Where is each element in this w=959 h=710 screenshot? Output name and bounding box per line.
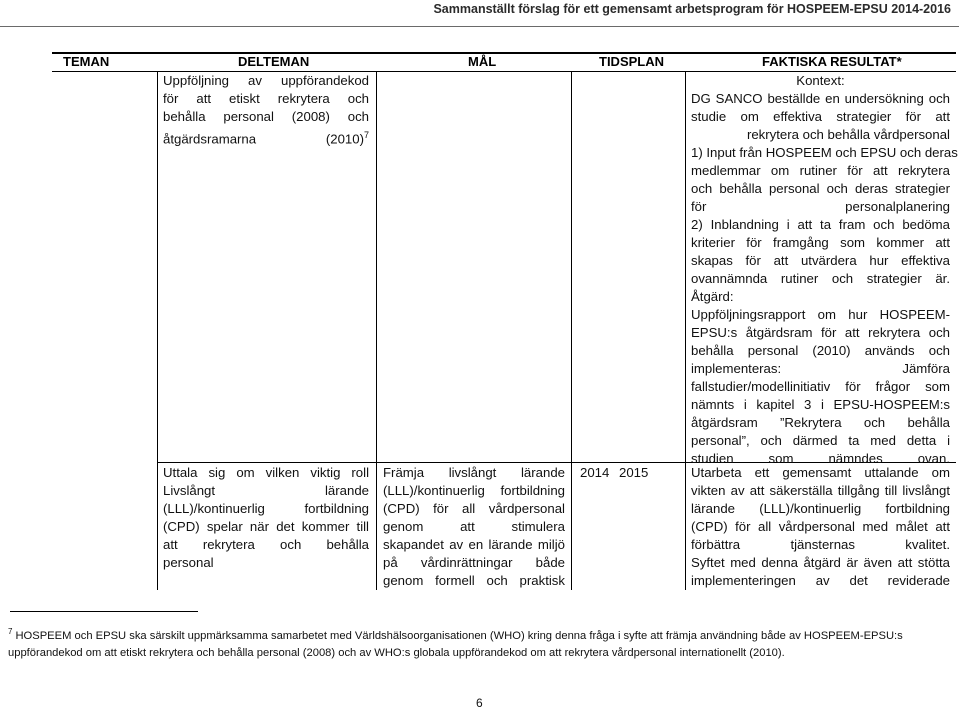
row2-resultat-line: vikten av att säkerställa tillgång till livslångt	[691, 483, 950, 498]
resultat-line: behålla personal (2010) används och	[691, 343, 950, 358]
footnote-text: HOSPEEM och EPSU ska särskilt uppmärksamma samarbetet med Världshälsoorganisationen (WHO) kring denna fråga i syfte att främja användning både av HOSPEEM-EPSU:s	[15, 630, 903, 642]
row2-delteman-line: att rekrytera och behålla	[163, 537, 369, 552]
row1-resultat-cell	[691, 72, 958, 468]
row2-mal-line: skapandet av en lärande miljö	[383, 537, 565, 552]
resultat-line: rekrytera och behålla vårdpersonal	[746, 127, 950, 142]
vertical-rule-4	[685, 72, 686, 590]
column-header-tidsplan: TIDSPLAN	[599, 54, 664, 69]
footnote-number: 7	[8, 627, 13, 636]
resultat-line: för personalplanering	[691, 199, 950, 214]
resultat-line: skapas för att utvärdera hur effektiva	[691, 253, 950, 268]
resultat-line: personal”, och därmed ta med detta i	[691, 433, 950, 448]
row2-resultat-line: (CPD) för all vårdpersonal med målet att	[691, 519, 950, 534]
document-header-title: Sammanställt förslag för ett gemensamt arbetsprogram för HOSPEEM-EPSU 2014-2016	[433, 2, 951, 16]
row2-mal-line: på vårdinrättningar både	[383, 555, 565, 570]
resultat-line: 2) Inblandning i att ta fram och bedöma	[691, 217, 950, 232]
resultat-line: medlemmar om rutiner för att rekrytera	[691, 163, 950, 178]
resultat-line: Uppföljningsrapport om hur HOSPEEM-	[691, 307, 950, 322]
row2-mal-line: (CPD) för all vårdpersonal	[383, 501, 565, 516]
resultat-line: studie om effektiva strategier för att	[691, 109, 950, 124]
resultat-line: 1) Input från HOSPEEM och EPSU och deras	[691, 145, 958, 160]
row2-delteman-line: (LLL)/kontinuerlig fortbildning	[163, 501, 369, 516]
row2-resultat-line: lärande (LLL)/kontinuerlig fortbildning	[691, 501, 950, 516]
row1-delteman-line: för att etiskt rekrytera och	[163, 91, 369, 106]
column-header-mal: MÅL	[468, 54, 497, 69]
footnote-reference: 7	[363, 130, 369, 140]
resultat-line: implementeras: Jämföra	[691, 361, 950, 376]
row2-delteman-line: Livslångt lärande	[163, 483, 369, 498]
row2-delteman-line: Uttala sig om vilken viktig roll	[163, 465, 369, 480]
page-number: 6	[476, 696, 483, 710]
row2-tidsplan-cell: 2014 2015	[580, 465, 649, 480]
row1-delteman-line: behålla personal (2008) och	[163, 109, 369, 124]
row2-resultat-line: Utarbeta ett gemensamt uttalande om	[691, 465, 950, 480]
row2-resultat-line: förbättra tjänsternas kvalitet.	[691, 537, 950, 552]
resultat-line: ovannämnda rutiner och strategier är.	[691, 271, 950, 286]
column-header-faktiska-resultat: FAKTISKA RESULTAT*	[762, 54, 902, 69]
row1-delteman-text: åtgärdsramarna (2010)	[163, 131, 364, 147]
row2-resultat-cell	[691, 464, 950, 590]
resultat-line: EPSU:s åtgärdsram för att rekrytera och	[691, 325, 950, 340]
vertical-rule-2	[376, 72, 377, 590]
footnote-separator	[10, 611, 198, 612]
table-top-border	[52, 52, 956, 54]
column-header-delteman: DELTEMAN	[238, 54, 310, 69]
row2-resultat-line: implementeringen av det reviderade	[691, 573, 950, 588]
vertical-rule-3	[571, 72, 572, 590]
resultat-line: Åtgärd:	[691, 289, 734, 304]
footnote-line: uppförandekod om att etiskt rekrytera och behålla personal (2008) och av WHO:s globala uppförandekod om att rekrytera vårdpersonal internationellt (2010).	[8, 647, 785, 659]
row2-resultat-line: Syftet med denna åtgärd är även att stötta	[691, 555, 950, 570]
row2-delteman-line: personal	[163, 555, 214, 570]
row2-mal-line: genom att stimulera	[383, 519, 565, 534]
row2-mal-line: Främja livslångt lärande	[383, 465, 565, 480]
header-divider	[0, 26, 959, 27]
resultat-line: nämnts i kapitel 3 i EPSU-HOSPEEM:s	[691, 397, 950, 412]
row2-mal-line: (LLL)/kontinuerlig fortbildning	[383, 483, 565, 498]
resultat-line: fallstudier/modellinitiativ för frågor som	[691, 379, 950, 394]
row2-delteman-line: (CPD) spelar när det kommer till	[163, 519, 369, 534]
resultat-line: och behålla personal och deras strategier	[691, 181, 950, 196]
resultat-line: kriterier för framgång som kommer att	[691, 235, 950, 250]
footnote-line	[8, 623, 958, 645]
resultat-line: DG SANCO beställde en undersökning och	[691, 91, 950, 106]
row2-mal-cell	[383, 464, 565, 590]
resultat-line: åtgärdsram ”Rekrytera och behålla	[691, 415, 950, 430]
row1-delteman-line	[163, 126, 369, 148]
row1-delteman-cell	[163, 72, 369, 148]
row2-mal-line: genom formell och praktisk	[383, 573, 565, 588]
footnote	[8, 623, 958, 662]
row1-delteman-line: Uppföljning av uppförandekod	[163, 73, 369, 88]
column-header-teman: TEMAN	[63, 54, 110, 69]
resultat-line: Kontext:	[796, 73, 845, 88]
row2-delteman-cell	[163, 464, 369, 572]
vertical-rule-1	[157, 72, 158, 590]
resultat-line: studien som nämndes ovan.	[691, 451, 950, 466]
